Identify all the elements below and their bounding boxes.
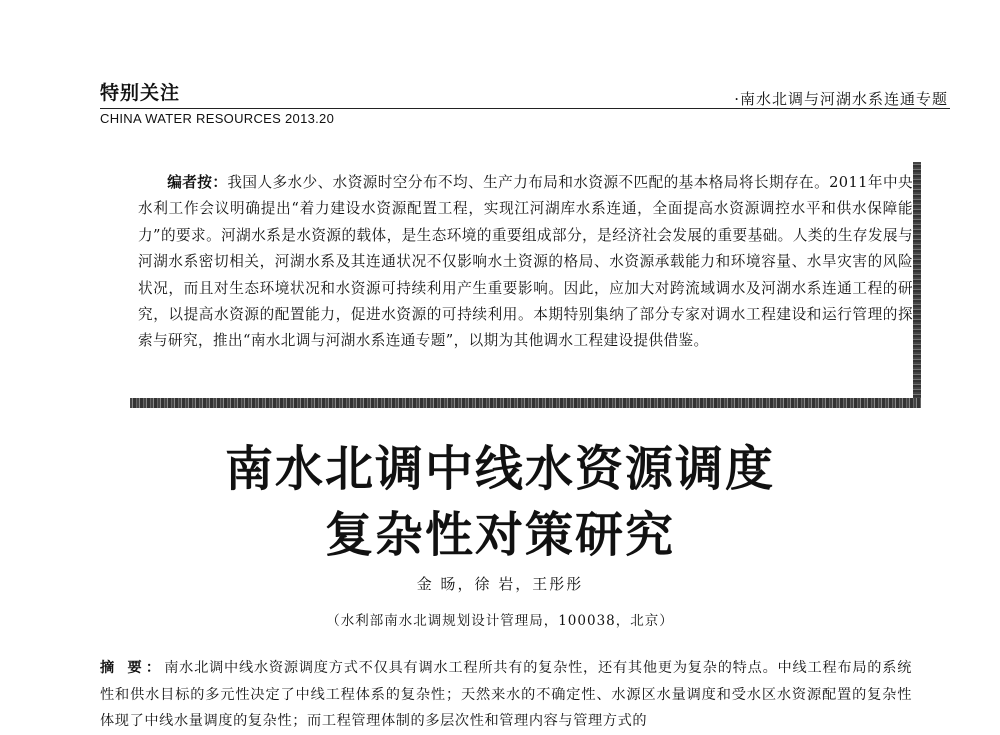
article-title-line1: 南水北调中线水资源调度 <box>224 441 775 497</box>
article-affiliation: （水利部南水北调规划设计管理局，100038，北京） <box>326 613 674 629</box>
editor-note-label: 编者按： <box>167 174 228 191</box>
editor-note <box>138 170 913 355</box>
editor-box-shadow-right <box>913 162 921 408</box>
abstract <box>100 655 912 735</box>
column-name: 特别关注 <box>100 82 181 104</box>
article-title-line2: 复杂性对策研究 <box>324 507 675 563</box>
editor-note-box <box>138 170 913 400</box>
special-topic-label: ·南水北调与河湖水系连通专题 <box>734 90 948 108</box>
editor-box-shadow-bottom <box>130 398 921 408</box>
abstract-text: 南水北调中线水资源调度方式不仅具有调水工程所共有的复杂性，还有其他更为复杂的特点。中线工程布局的系统性和供水目标的多元性决定了中线工程体系的复杂性；天然来水的不确定性、水源区水量调度和受水区水资源配置的复杂性体现了中线水量调度的复杂性；而工程管理体制的多层次性和管理内容与管理方式的 <box>100 660 912 729</box>
article-authors: 金 旸，徐 岩，王彤彤 <box>416 575 584 593</box>
abstract-label: 摘 要： <box>100 660 165 676</box>
header-rule <box>100 108 950 109</box>
editor-note-text: 我国人多水少、水资源时空分布不均、生产力布局和水资源不匹配的基本格局将长期存在。2011年中央水利工作会议明确提出“着力建设水资源配置工程，实现江河湖库水系连通，全面提高水资源调控水平和供水保障能力”的要求。河湖水系是水资源的载体，是生态环境的重要组成部分，是经济社会发展的重要基础。人类的生存发展与河湖水系密切相关，河湖水系及其连通状况不仅影响水土资源的格局、水资源承载能力和环境容量、水旱灾害的风险状况，而且对生态环境状况和水资源可持续利用产生重要影响。因此，应加大对跨流域调水及河湖水系连通工程的研究，以提高水资源的配置能力，促进水资源的可持续利用。本期特别集纳了部分专家对调水工程建设和运行管理的探索与研究，推出“南水北调与河湖水系连通专题”，以期为其他调水工程建设提供借鉴。 <box>138 174 913 350</box>
journal-issue: CHINA WATER RESOURCES 2013.20 <box>100 111 335 126</box>
